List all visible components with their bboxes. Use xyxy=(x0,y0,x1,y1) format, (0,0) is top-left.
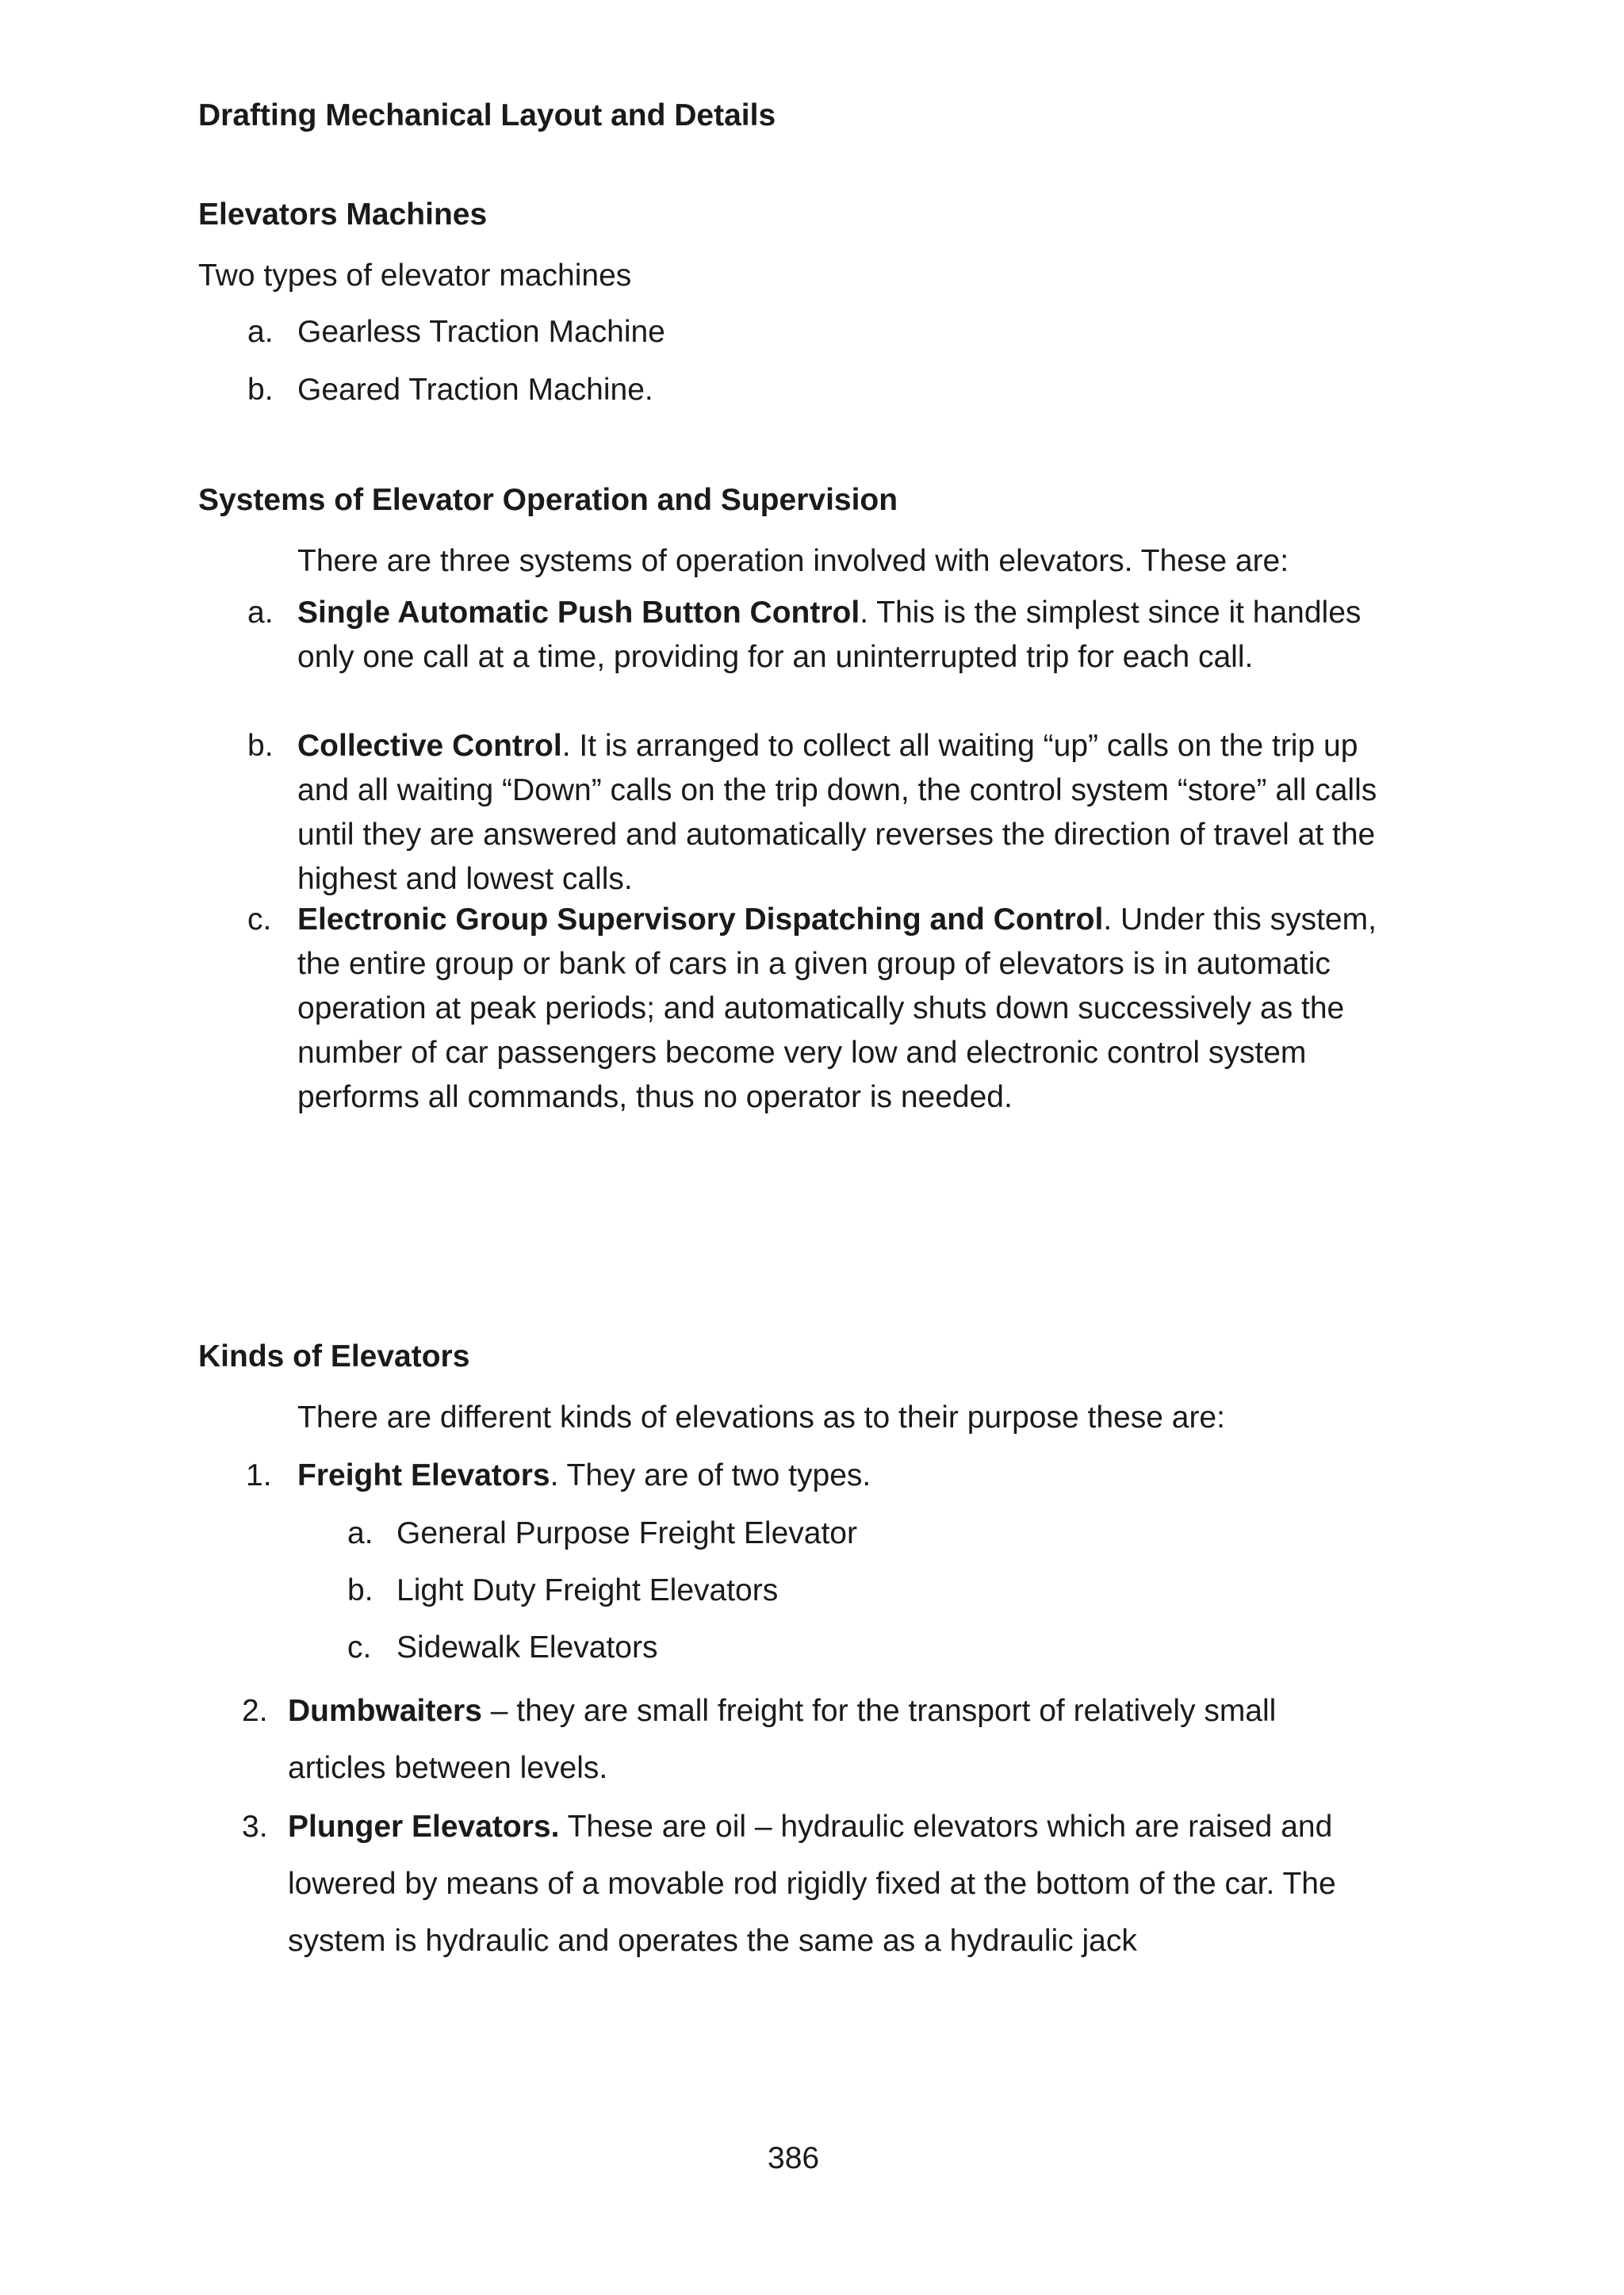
term: Collective Control xyxy=(297,729,562,763)
list-item-geared: Geared Traction Machine. xyxy=(297,373,653,407)
term: Electronic Group Supervisory Dispatching and Control xyxy=(297,902,1104,937)
list-item-plunger-elevators xyxy=(288,1799,1350,1970)
list-marker: c. xyxy=(247,902,272,937)
list-marker: a. xyxy=(247,315,274,349)
page-title: Drafting Mechanical Layout and Details xyxy=(198,98,776,132)
description: – they are small freight for the transport of relatively small articles between levels. xyxy=(288,1694,1277,1785)
term: Dumbwaiters xyxy=(288,1694,482,1728)
section-heading-systems: Systems of Elevator Operation and Supervision xyxy=(198,483,898,517)
description: These are oil – hydraulic elevators which are raised and lowered by means of a movable rod rigidly fixed at the bottom of the car. The system is hydraulic and operates the same as a hydraulic jack xyxy=(288,1810,1336,1958)
list-item-freight-elevators xyxy=(297,1455,871,1496)
page-number: 386 xyxy=(768,2141,820,2175)
section-heading-elevator-machines: Elevators Machines xyxy=(198,197,488,232)
list-item-dumbwaiters xyxy=(288,1683,1350,1797)
term: Plunger Elevators. xyxy=(288,1810,560,1844)
description: . Under this system, the entire group or bank of cars in a given group of elevators is in automatic operation at peak periods; and automatically shuts down successively as the number of car passengers become very low and electronic control system performs all commands, thus no operator is needed. xyxy=(297,902,1377,1114)
section1-intro: Two types of elevator machines xyxy=(198,259,632,293)
list-item-electronic-group xyxy=(297,898,1392,1120)
sublist-item-sidewalk: Sidewalk Elevators xyxy=(396,1630,658,1665)
sublist-item-general-purpose: General Purpose Freight Elevator xyxy=(396,1516,857,1550)
list-marker: a. xyxy=(347,1516,373,1550)
list-marker: b. xyxy=(247,729,274,763)
list-item-single-automatic xyxy=(297,591,1392,680)
list-marker: b. xyxy=(347,1573,373,1607)
list-item-collective-control xyxy=(297,724,1392,902)
description: . This is the simplest since it handles only one call at a time, providing for an uninterrupted trip for each call. xyxy=(297,596,1362,674)
term: Freight Elevators xyxy=(297,1458,550,1492)
section3-intro: There are different kinds of elevations as to their purpose these are: xyxy=(297,1400,1225,1435)
list-item-gearless: Gearless Traction Machine xyxy=(297,315,665,349)
description: . It is arranged to collect all waiting “up” calls on the trip up and all waiting “Down” calls on the trip down, the control system “store” all calls until they are answered and automatically reverses the direction of travel at the highest and lowest calls. xyxy=(297,729,1377,896)
sublist-item-light-duty: Light Duty Freight Elevators xyxy=(396,1573,779,1607)
list-marker: b. xyxy=(247,373,274,407)
section2-intro: There are three systems of operation involved with elevators. These are: xyxy=(297,544,1289,578)
list-marker: a. xyxy=(247,596,274,630)
list-marker: 2. xyxy=(242,1694,268,1728)
list-marker: 3. xyxy=(242,1810,268,1844)
list-marker: 1. xyxy=(246,1458,272,1492)
section-heading-kinds: Kinds of Elevators xyxy=(198,1339,470,1374)
description: . They are of two types. xyxy=(550,1458,871,1492)
term: Single Automatic Push Button Control xyxy=(297,596,860,630)
list-marker: c. xyxy=(347,1630,372,1665)
